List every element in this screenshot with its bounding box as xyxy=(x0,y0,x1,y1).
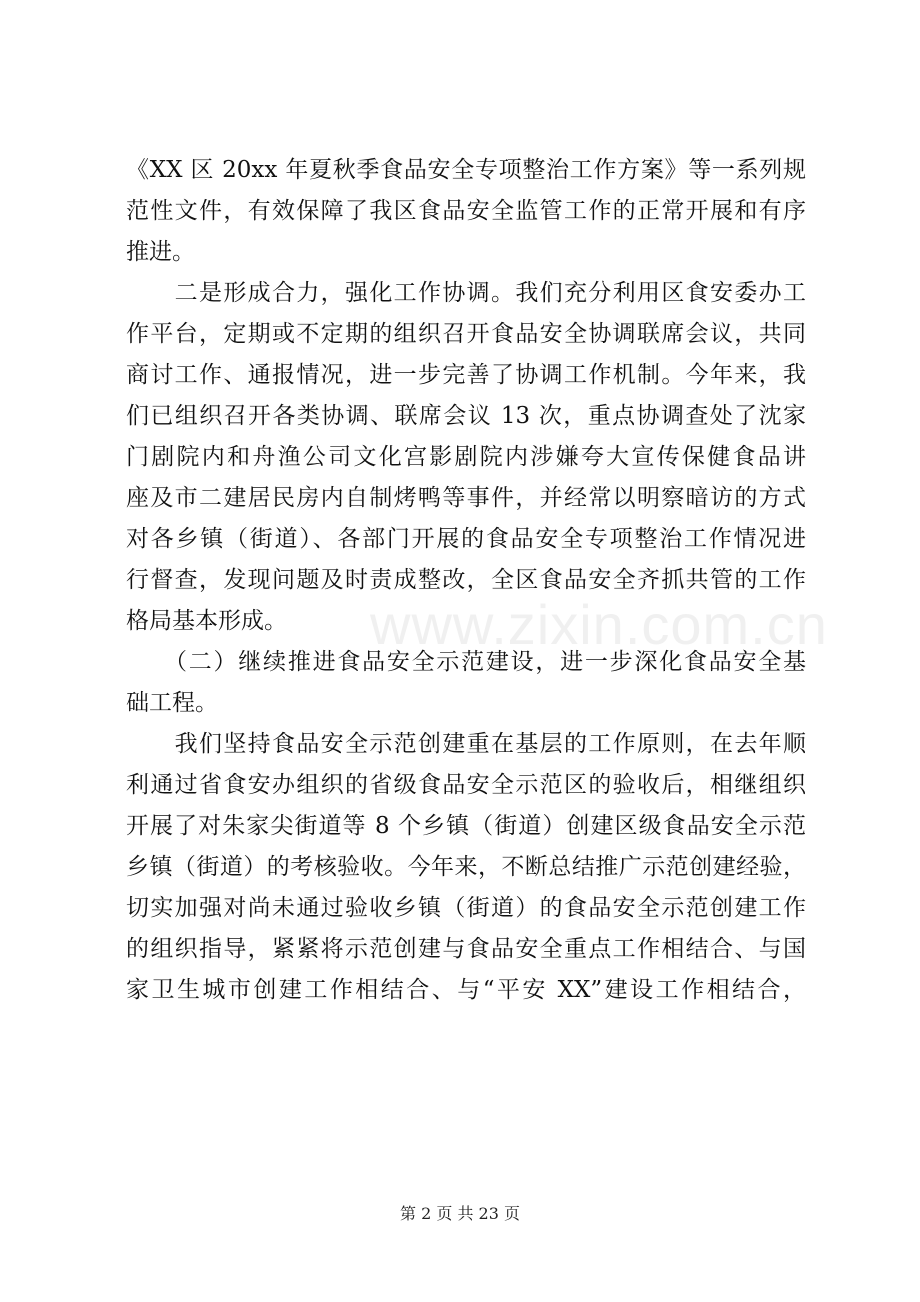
text-line: 乡镇（街道）的考核验收。今年来，不断总结推广示范创建经验， xyxy=(126,854,806,880)
page-footer: 第 2 页 共 23 页 xyxy=(400,1204,520,1223)
text-line: 行督查，发现问题及时责成整改，全区食品安全齐抓共管的工作 xyxy=(126,567,806,593)
text-line: （二）继续推进食品安全示范建设，进一步深化食品安全基 xyxy=(126,649,806,675)
watermark: www.zixin.com.cn xyxy=(370,593,828,656)
text-line: 作平台，定期或不定期的组织召开食品安全协调联席会议，共同 xyxy=(126,321,806,347)
text-line: 的组织指导，紧紧将示范创建与食品安全重点工作相结合、与国 xyxy=(126,936,806,962)
text-line: 开展了对朱家尖街道等 8 个乡镇（街道）创建区级食品安全示范 xyxy=(126,813,806,839)
text-line: 我们坚持食品安全示范创建重在基层的工作原则，在去年顺 xyxy=(126,731,806,757)
text-line: 商讨工作、通报情况，进一步完善了协调工作机制。今年来，我 xyxy=(126,362,806,388)
text-line: 家卫生城市创建工作相结合、与“平安 XX”建设工作相结合， xyxy=(126,977,806,1003)
text-line: 础工程。 xyxy=(126,690,218,716)
text-line: 推进。 xyxy=(126,239,195,265)
text-line: 利通过省食安办组织的省级食品安全示范区的验收后，相继组织 xyxy=(126,772,806,798)
text-line: 范性文件，有效保障了我区食品安全监管工作的正常开展和有序 xyxy=(126,198,806,224)
text-line: 门剧院内和舟渔公司文化宫影剧院内涉嫌夸大宣传保健食品讲 xyxy=(126,444,806,470)
text-line: 《XX 区 20xx 年夏秋季食品安全专项整治工作方案》等一系列规 xyxy=(126,157,806,183)
text-line: 座及市二建居民房内自制烤鸭等事件，并经常以明察暗访的方式 xyxy=(126,485,806,511)
text-line: 二是形成合力，强化工作协调。我们充分利用区食安委办工 xyxy=(126,280,806,306)
text-line: 对各乡镇（街道）、各部门开展的食品安全专项整治工作情况进 xyxy=(126,526,806,552)
text-line: 格局基本形成。 xyxy=(126,608,287,634)
text-line: 切实加强对尚未通过验收乡镇（街道）的食品安全示范创建工作 xyxy=(126,895,806,921)
document-body xyxy=(126,150,806,1011)
text-line: 们已组织召开各类协调、联席会议 13 次，重点协调查处了沈家 xyxy=(126,403,806,429)
